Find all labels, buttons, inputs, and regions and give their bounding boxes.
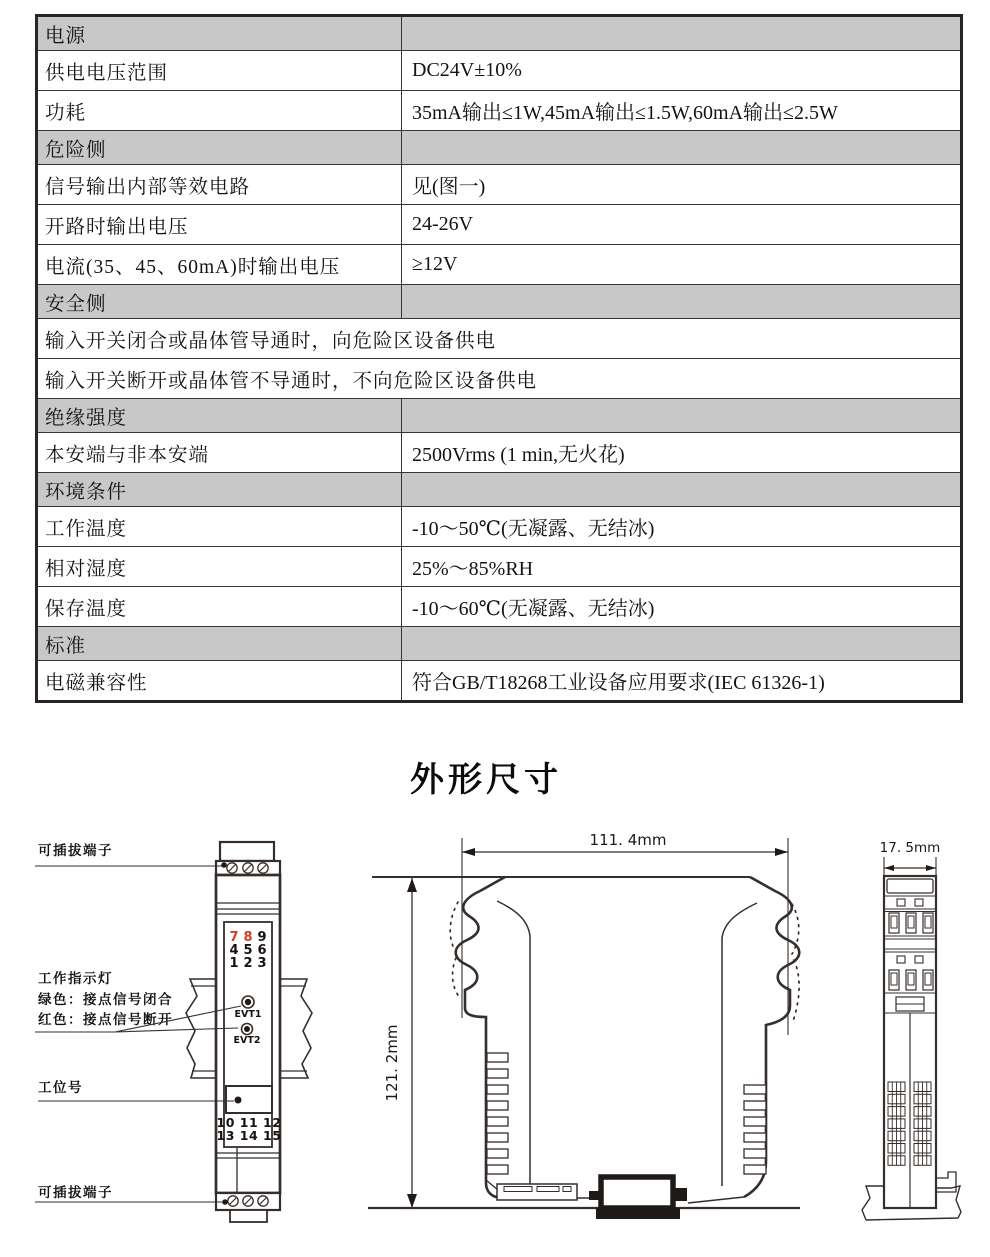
dim-height: [372, 877, 750, 1208]
svg-text:3: 3: [257, 956, 267, 971]
dim-depth: [880, 840, 941, 876]
top-terminal-cap: [220, 842, 274, 861]
label-pluggable-terminal-bottom: 可插拔端子: [38, 1185, 113, 1200]
terminal-numbers-bottom: [217, 1115, 282, 1143]
drawing-shape: [744, 1117, 766, 1126]
svg-text:17. 5mm: 17. 5mm: [879, 840, 941, 856]
spec-value-cell: -10～50℃(无凝露、无结冰): [412, 518, 655, 540]
spec-label-cell: 相对湿度: [38, 547, 402, 586]
drawing-shape: [487, 1133, 508, 1142]
outline-dimensions-title: 外形尺寸: [410, 761, 562, 799]
spec-value-cell: 2500Vrms (1 min,无火花): [412, 444, 625, 466]
drawing-shape: [487, 1149, 508, 1158]
label-indicator-green: 绿色：接点信号闭合: [38, 991, 173, 1007]
front-view: [35, 842, 312, 1222]
svg-text:6: 6: [257, 943, 267, 958]
spec-full-cell: 输入开关断开或晶体管不导通时，不向危险区设备供电: [45, 370, 538, 392]
spec-label-cell: 功耗: [38, 91, 402, 130]
spec-label-cell: 安全侧: [38, 285, 402, 318]
top-terminal-screws: [227, 863, 268, 873]
label-indicator-red: 红色：接点信号断开: [38, 1012, 173, 1027]
drawing-shape: [744, 1085, 766, 1094]
housing-outline: [368, 877, 800, 1219]
spec-value-cell: ≥12V: [412, 253, 458, 275]
spec-label-cell: 环境条件: [38, 473, 402, 506]
vent-slots: [487, 1053, 766, 1174]
spec-label-cell: 信号输出内部等效电路: [38, 165, 402, 204]
spec-label-cell: 电源: [38, 17, 402, 50]
svg-text:EVT1: EVT1: [234, 1009, 262, 1020]
dim-width: [462, 831, 788, 1035]
spec-label-cell: 电流(35、45、60mA)时输出电压: [38, 245, 402, 284]
terminal-digits: [229, 930, 266, 971]
spec-label-cell: 绝缘强度: [38, 399, 402, 432]
label-tag-number: 工位号: [38, 1080, 83, 1095]
spec-label-cell: 开路时输出电压: [38, 205, 402, 244]
svg-text:10 11 12: 10 11 12: [216, 1115, 282, 1130]
tag-plate: [226, 1086, 272, 1113]
spec-label-cell: 工作温度: [38, 507, 402, 546]
spec-label-cell: 危险侧: [38, 131, 402, 164]
drawing-shape: [744, 1165, 766, 1174]
svg-text:1: 1: [229, 956, 239, 971]
svg-text:2: 2: [243, 956, 253, 971]
bottom-terminal-screws: [228, 1196, 268, 1206]
spec-value-cell: -10～60℃(无凝露、无结冰): [412, 598, 655, 620]
drawing-shape: [744, 1101, 766, 1110]
label-pluggable-terminal-top: 可插拔端子: [38, 843, 113, 858]
spec-full-cell: 输入开关闭合或晶体管导通时，向危险区设备供电: [45, 330, 497, 352]
tag-leader-dot: [235, 1097, 242, 1104]
spec-label-cell: 本安端与非本安端: [38, 433, 402, 472]
spec-label-cell: 保存温度: [38, 587, 402, 626]
drawing-shape: [744, 1133, 766, 1142]
svg-text:111. 4mm: 111. 4mm: [589, 831, 667, 849]
svg-text:7: 7: [229, 930, 239, 945]
side-view: [368, 831, 800, 1219]
svg-text:13 14 15: 13 14 15: [216, 1128, 282, 1143]
drawing-shape: [487, 1053, 508, 1062]
svg-text:121. 2mm: 121. 2mm: [383, 1024, 401, 1102]
rail-hook: [936, 1172, 956, 1192]
rail-clip-latch-body: [601, 1177, 673, 1208]
drawing-shape: [487, 1117, 508, 1126]
spec-value-cell: 符合GB/T18268工业设备应用要求(IEC 61326-1): [412, 672, 825, 694]
spec-value-cell: 24-26V: [412, 213, 474, 235]
drawing-shape: [487, 1101, 508, 1110]
spec-value-cell: 35mA输出≤1W,45mA输出≤1.5W,60mA输出≤2.5W: [412, 102, 838, 124]
svg-text:EVT2: EVT2: [233, 1035, 261, 1046]
drawing-shape: [744, 1149, 766, 1158]
spec-value-cell: DC24V±10%: [412, 59, 522, 81]
drawing-shape: [487, 1165, 508, 1174]
spec-label-cell: 电磁兼容性: [38, 661, 402, 700]
svg-text:5: 5: [243, 943, 253, 958]
spec-value-cell: 25%～85%RH: [412, 558, 534, 580]
drawing-shape: [487, 1085, 508, 1094]
svg-text:9: 9: [257, 930, 267, 945]
spec-label-cell: 供电电压范围: [38, 51, 402, 90]
label-indicator-title: 工作指示灯: [38, 971, 113, 986]
svg-text:8: 8: [243, 930, 253, 945]
bottom-terminal-cap: [230, 1210, 267, 1222]
spec-label-cell: 标准: [38, 627, 402, 660]
drawing-shape: [487, 1069, 508, 1078]
narrow-view: [862, 840, 961, 1220]
svg-text:4: 4: [229, 943, 239, 958]
spec-value-cell: 见(图一): [412, 176, 486, 198]
